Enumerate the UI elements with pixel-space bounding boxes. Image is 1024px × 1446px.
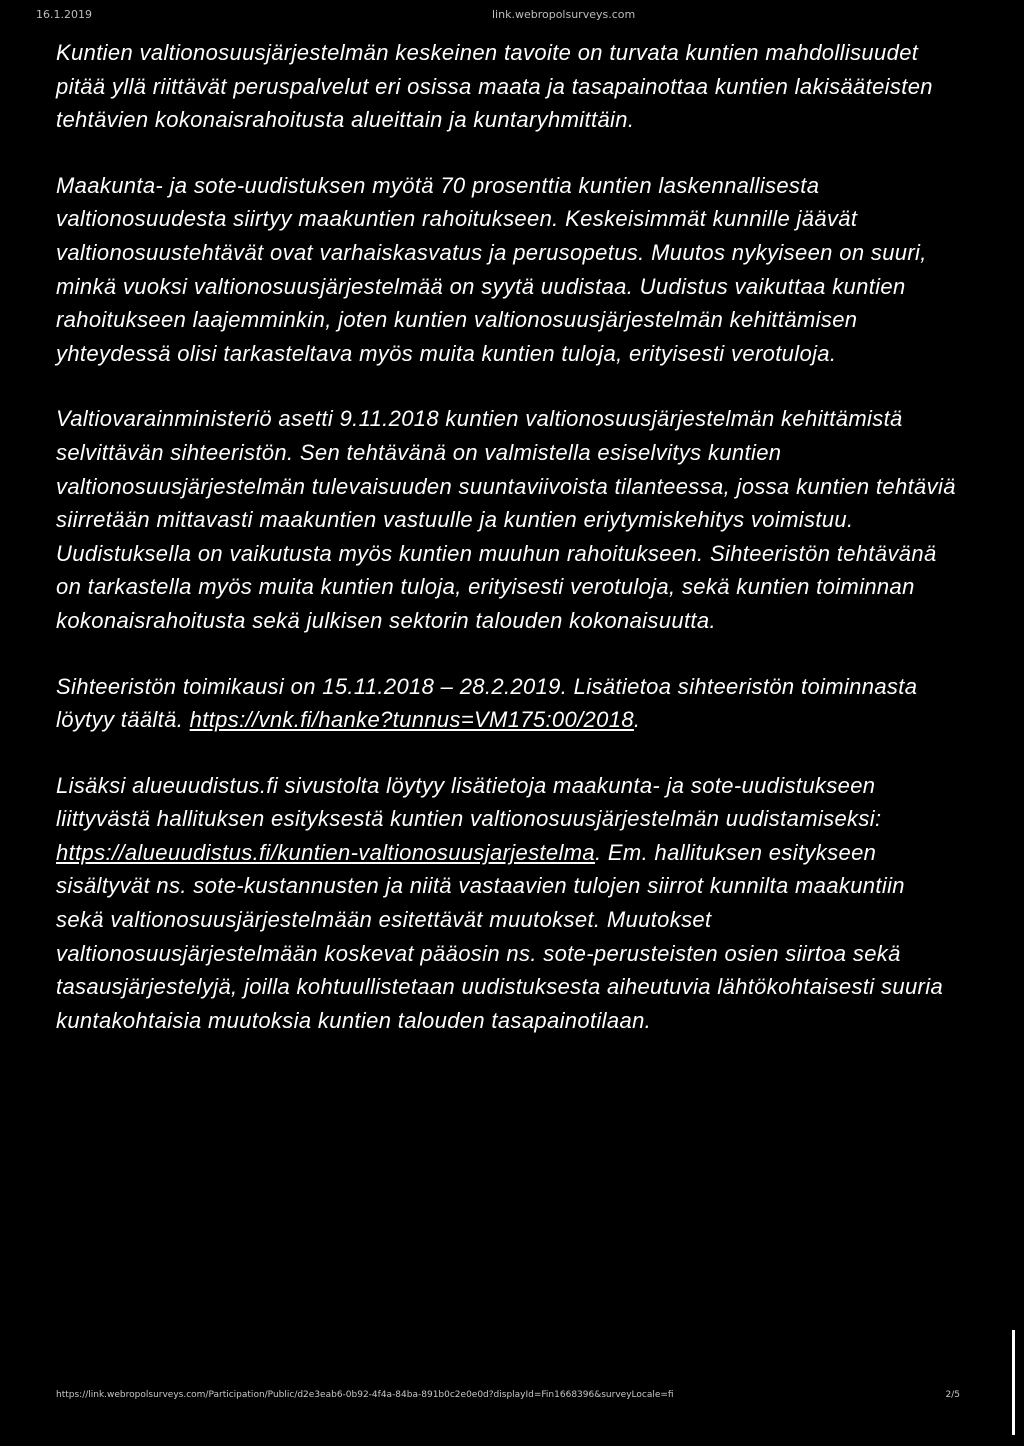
paragraph-reform	[56, 169, 956, 371]
paragraph-text: Sihteeristön toimikausi on 15.11.2018 – 28.2.2019. Lisätietoa sihteeristön toiminnasta löytyy täältä.	[56, 673, 918, 733]
article-body	[56, 36, 956, 1069]
paragraph-more-info	[56, 769, 956, 1038]
page-header	[14, 8, 1004, 26]
page-number: 2/5	[945, 1390, 960, 1400]
print-date: 16.1.2019	[36, 8, 92, 21]
paragraph-text: Lisäksi alueuudistus.fi sivustolta löytyy lisätietoja maakunta- ja sote-uudistukseen liittyvästä hallituksen esityksestä kuntien valtionosuusjärjestelmän uudistamiseksi:	[56, 772, 882, 832]
paragraph-text: Valtiovarainministeriö asetti 9.11.2018 kuntien valtionosuusjärjestelmän kehittämistä selvittävän sihteeristön. Sen tehtävänä on valmistella esiselvitys kuntien valtionosuusjärjestelmän tulevaisuuden suuntaviivoista tilanteessa, jossa kuntien tehtäviä siirretään mittavasti maakuntien vastuulle ja kuntien eriytymiskehitys voimistuu. Uudistuksella on vaikutusta myös kuntien muuhun rahoitukseen. Sihteeristön tehtävänä on tarkastella myös muita kuntien tuloja, erityisesti verotuloja, sekä kuntien toiminnan kokonaisrahoitusta sekä julkisen sektorin talouden kokonaisuutta.	[56, 406, 956, 633]
footer-url: https://link.webropolsurveys.com/Participation/Public/d2e3eab6-0b92-4f4a-84ba-891b0c2e0e0d?displayId=Fin1668396&surveyLocale=fi	[56, 1390, 674, 1400]
paragraph-text-after: .	[633, 707, 641, 733]
vnk-project-link[interactable]: https://vnk.fi/hanke?tunnus=VM175:00/2018	[189, 707, 634, 733]
alueuudistus-link[interactable]: https://alueuudistus.fi/kuntien-valtionosuusjarjestelma	[56, 839, 595, 865]
page-edge-rule	[1012, 1330, 1015, 1435]
paragraph-intro	[56, 36, 956, 137]
paragraph-text: Maakunta- ja sote-uudistuksen myötä 70 prosenttia kuntien laskennallisesta valtionosuudesta siirtyy maakuntien rahoitukseen. Keskeisimmät kunnille jäävät valtionosuustehtävät ovat varhaiskasvatus ja perusopetus. Muutos nykyiseen on suuri, minkä vuoksi valtionosuusjärjestelmää on syytä uudistaa. Uudistus vaikuttaa kuntien rahoitukseen laajemminkin, joten kuntien valtionosuusjärjestelmän kehittämisen yhteydessä olisi tarkasteltava myös muita kuntien tuloja, erityisesti verotuloja.	[56, 172, 927, 366]
paragraph-text-after: . Em. hallituksen esitykseen sisältyvät ns. sote-kustannusten ja niitä vastaavien tulojen siirrot kunnilta maakuntiin sekä valtionosuusjärjestelmään esitettävät muutokset. Muutokset valtionosuusjärjestelmään koskevat pääosin ns. sote-perusteisten osien siirtoa sekä tasausjärjestelyjä, joilla kohtuullistetaan uudistuksesta aiheutuvia lähtökohtaisesti suuria kuntakohtaisia muutoksia kuntien talouden tasapainotilaan.	[56, 839, 944, 1033]
paragraph-term	[56, 670, 956, 737]
paragraph-secretariat	[56, 402, 956, 637]
paragraph-text: Kuntien valtionosuusjärjestelmän keskeinen tavoite on turvata kuntien mahdollisuudet pitää yllä riittävät peruspalvelut eri osissa maata ja tasapainottaa kuntien lakisääteisten tehtävien kokonaisrahoitusta alueittain ja kuntaryhmittäin.	[56, 40, 933, 133]
print-url: link.webropolsurveys.com	[492, 8, 636, 21]
